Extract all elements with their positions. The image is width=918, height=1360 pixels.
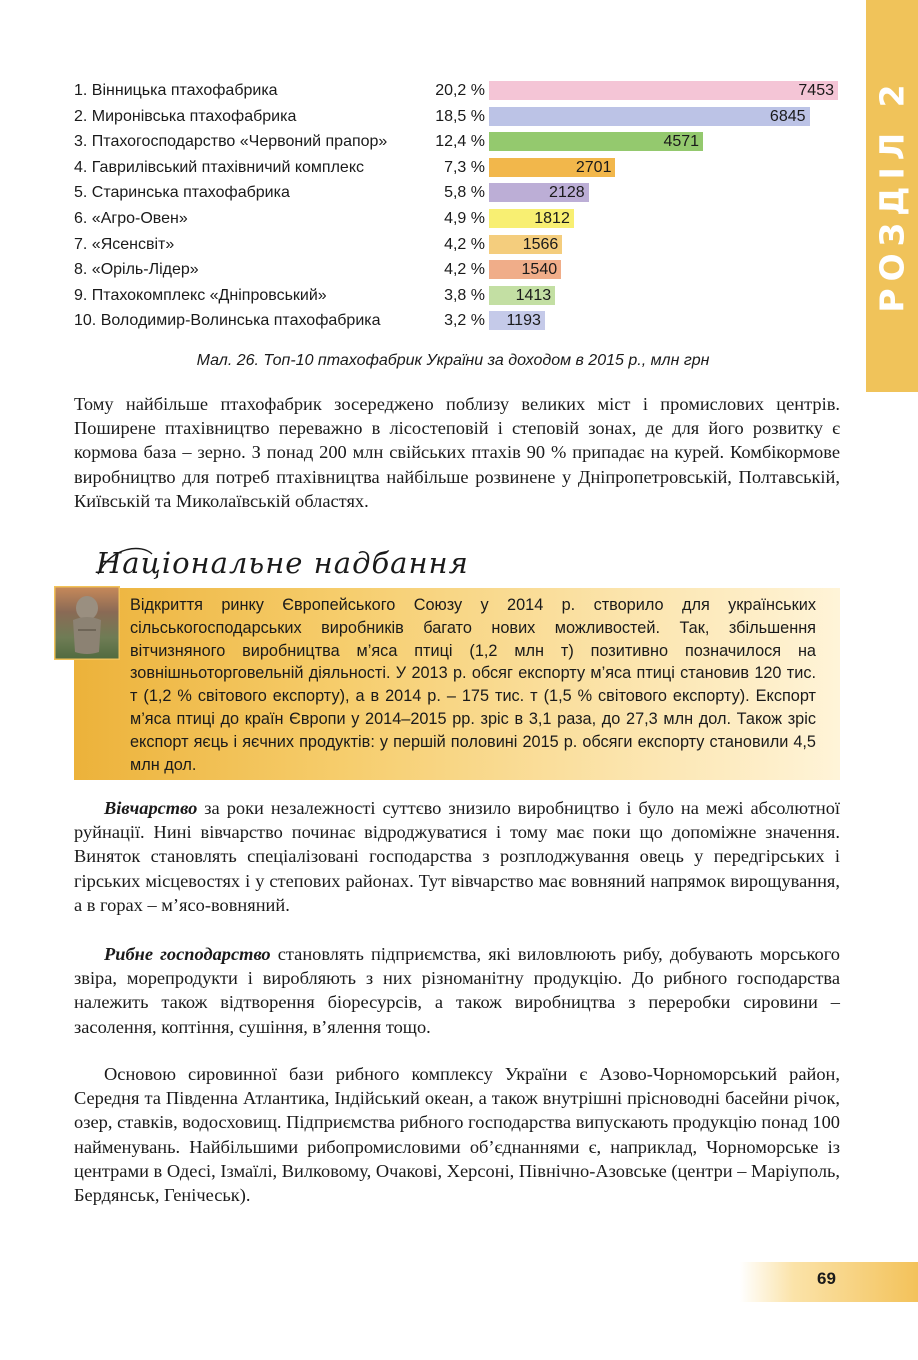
chart-bar	[489, 311, 545, 330]
chart-bar	[489, 107, 810, 126]
chart-row	[0, 208, 866, 234]
chart-bar	[489, 209, 574, 228]
chart-bar-value-label: 1812	[534, 210, 570, 227]
chart-percentage-label: 4,2 %	[444, 235, 485, 253]
paragraph-fishery	[74, 942, 840, 1039]
chart-percentage-label: 7,3 %	[444, 158, 485, 176]
chart-bar-value-label: 4571	[663, 133, 700, 151]
chart-bar-value-label: 2701	[575, 158, 612, 176]
stone-idol-photo	[54, 586, 120, 660]
chart-row	[0, 157, 866, 183]
term-sheep-breeding: Вівчарство	[104, 798, 198, 818]
chart-bar	[489, 286, 555, 305]
chart-percentage-label: 3,8 %	[444, 286, 485, 304]
fishery-text: становлять підприємства, які виловлюють рибу, добувають морського звіра, морепродукти і виробляють з них різноманітну продукцію. До рибного господарства належить також відтворення біоресурсів, а також виробництва з переробки сировини – засолення, коптіння, сушіння, в’ялення тощо.	[74, 944, 840, 1037]
chart-category-label: 2. Миронівська птахофабрика	[74, 107, 297, 125]
term-fishery: Рибне господарство	[104, 944, 271, 964]
heritage-text: Відкриття ринку Європейського Союзу у 2014 р. створило для українських сільськогосподарських виробників багато нових можливостей. Так, збільшення вітчизняного виробництва м’яса птиці (1,2 млн т) позитивно позначилося на зовнішньоторговельній діяльності. У 2013 р. обсяг експорту м’яса птиці становив 120 тис. т (1,2 % світового експорту), а в 2014 р. – 175 тис. т (1,5 % світового експорту). Експорт м’яса птиці до країн Європи у 2014–2015 рр. зріс в 3,1 раза, до 27,3 млн дол. Також зріс експорт яєць і яєчних продуктів: у першій половині 2015 р. обсяги експорту становили 4,5 млн дол.	[130, 596, 816, 774]
chart-row	[0, 259, 866, 285]
section-tab-label: РОЗДІЛ 2	[872, 77, 912, 313]
heritage-heading: Національне надбання	[96, 546, 469, 580]
chart-category-label: 6. «Агро-Овен»	[74, 210, 188, 227]
chart-row	[0, 80, 866, 106]
chart-bar	[489, 158, 615, 177]
chart-bar	[489, 260, 561, 279]
chart-row	[0, 131, 866, 157]
paragraph-fish-raw-base: Основою сировинної бази рибного комплексу України є Азово-Чорноморський район, Середня та Південна Атлантика, Індійський океан, а також внутрішні прісноводні басейни річок, озер, ставків, водосховищ. Підприємства рибного господарства випускають продукцію понад 100 найменувань. Найбільшими рибопромисловими об’єднаннями є, наприклад, Чорноморське із центрами в Одесі, Ізмаїлі, Вилковому, Очакові, Херсоні, Північно-Азовське (центри – Маріуполь, Бердянськ, Генічеськ).	[74, 1064, 840, 1206]
chart-row	[0, 182, 866, 208]
chart-category-label: 8. «Оріль-Лідер»	[74, 261, 199, 279]
chart-percentage-label: 3,2 %	[444, 312, 485, 330]
chart-bar	[489, 81, 838, 100]
chart-bar-value-label: 1540	[521, 261, 558, 279]
chart-bar-value-label: 7453	[798, 82, 834, 99]
chart-bar-value-label: 1193	[506, 312, 541, 330]
chart-category-label: 1. Вінницька птахофабрика	[74, 82, 278, 99]
chart-bar	[489, 235, 562, 254]
chart-category-label: 4. Гаврилівський птахівничий комплекс	[74, 158, 365, 176]
chart-category-label: 9. Птахокомплекс «Дніпровський»	[74, 286, 327, 304]
chart-bar	[489, 183, 589, 202]
chart-percentage-label: 20,2 %	[435, 82, 485, 99]
paragraph-sheep-breeding	[74, 796, 840, 917]
chart-row	[0, 234, 866, 260]
chart-row	[0, 106, 866, 132]
chart-percentage-label: 4,2 %	[444, 261, 485, 279]
chart-bar-value-label: 6845	[769, 107, 806, 125]
chart-row	[0, 310, 866, 336]
poultry-farms-bar-chart	[0, 0, 866, 340]
sheep-breeding-text: за роки незалежності суттєво знизило виробництво і було на межі абсолютної руйнації. Нині вівчарство починає відроджуватися і тому має поки що допоміжне значення. Виняток становлять спеціалізовані господарства з розплоджування овець у передгірських і гірських місцевостях і у степових районах. Тут вівчарство має вовняний напрямок вирощування, а в горах – м’ясо-вовняний.	[74, 798, 840, 915]
chart-category-label: 5. Старинська птахофабрика	[74, 184, 290, 202]
chart-bar-value-label: 1413	[515, 286, 552, 304]
chart-category-label: 7. «Ясенсвіт»	[74, 235, 175, 253]
chart-category-label: 10. Володимир-Волинська птахофабрика	[74, 312, 381, 330]
chart-row	[0, 285, 866, 311]
page-number: 69	[817, 1269, 836, 1288]
chart-percentage-label: 12,4 %	[435, 133, 485, 151]
chart-percentage-label: 4,9 %	[444, 210, 485, 227]
figure-caption-text: Мал. 26. Топ-10 птахофабрик України за доходом в 2015 р., млн грн	[196, 352, 710, 369]
chart-category-label: 3. Птахогосподарство «Червоний прапор»	[74, 133, 388, 151]
stone-idol-icon	[54, 586, 120, 660]
chart-percentage-label: 18,5 %	[435, 107, 485, 125]
chart-bar-value-label: 1566	[522, 235, 559, 253]
section-tab	[866, 0, 918, 392]
figure-caption	[0, 352, 918, 370]
chart-bar-value-label: 2128	[549, 184, 585, 202]
chart-bar	[489, 132, 703, 151]
chart-percentage-label: 5,8 %	[444, 184, 485, 202]
paragraph-poultry-location: Тому найбільше птахофабрик зосереджено поблизу великих міст і промислових центрів. Поширене птахівництво переважно в лісостеповій і степовій зонах, де для його розвитку є кормова база – зерно. З понад 200 млн свійських птахів 90 % припадає на курей. Комбікормове виробництво для потреб птахівництва найбільше розвинене у Дніпропетровській, Полтавській, Київській та Миколаївській областях.	[74, 394, 840, 511]
